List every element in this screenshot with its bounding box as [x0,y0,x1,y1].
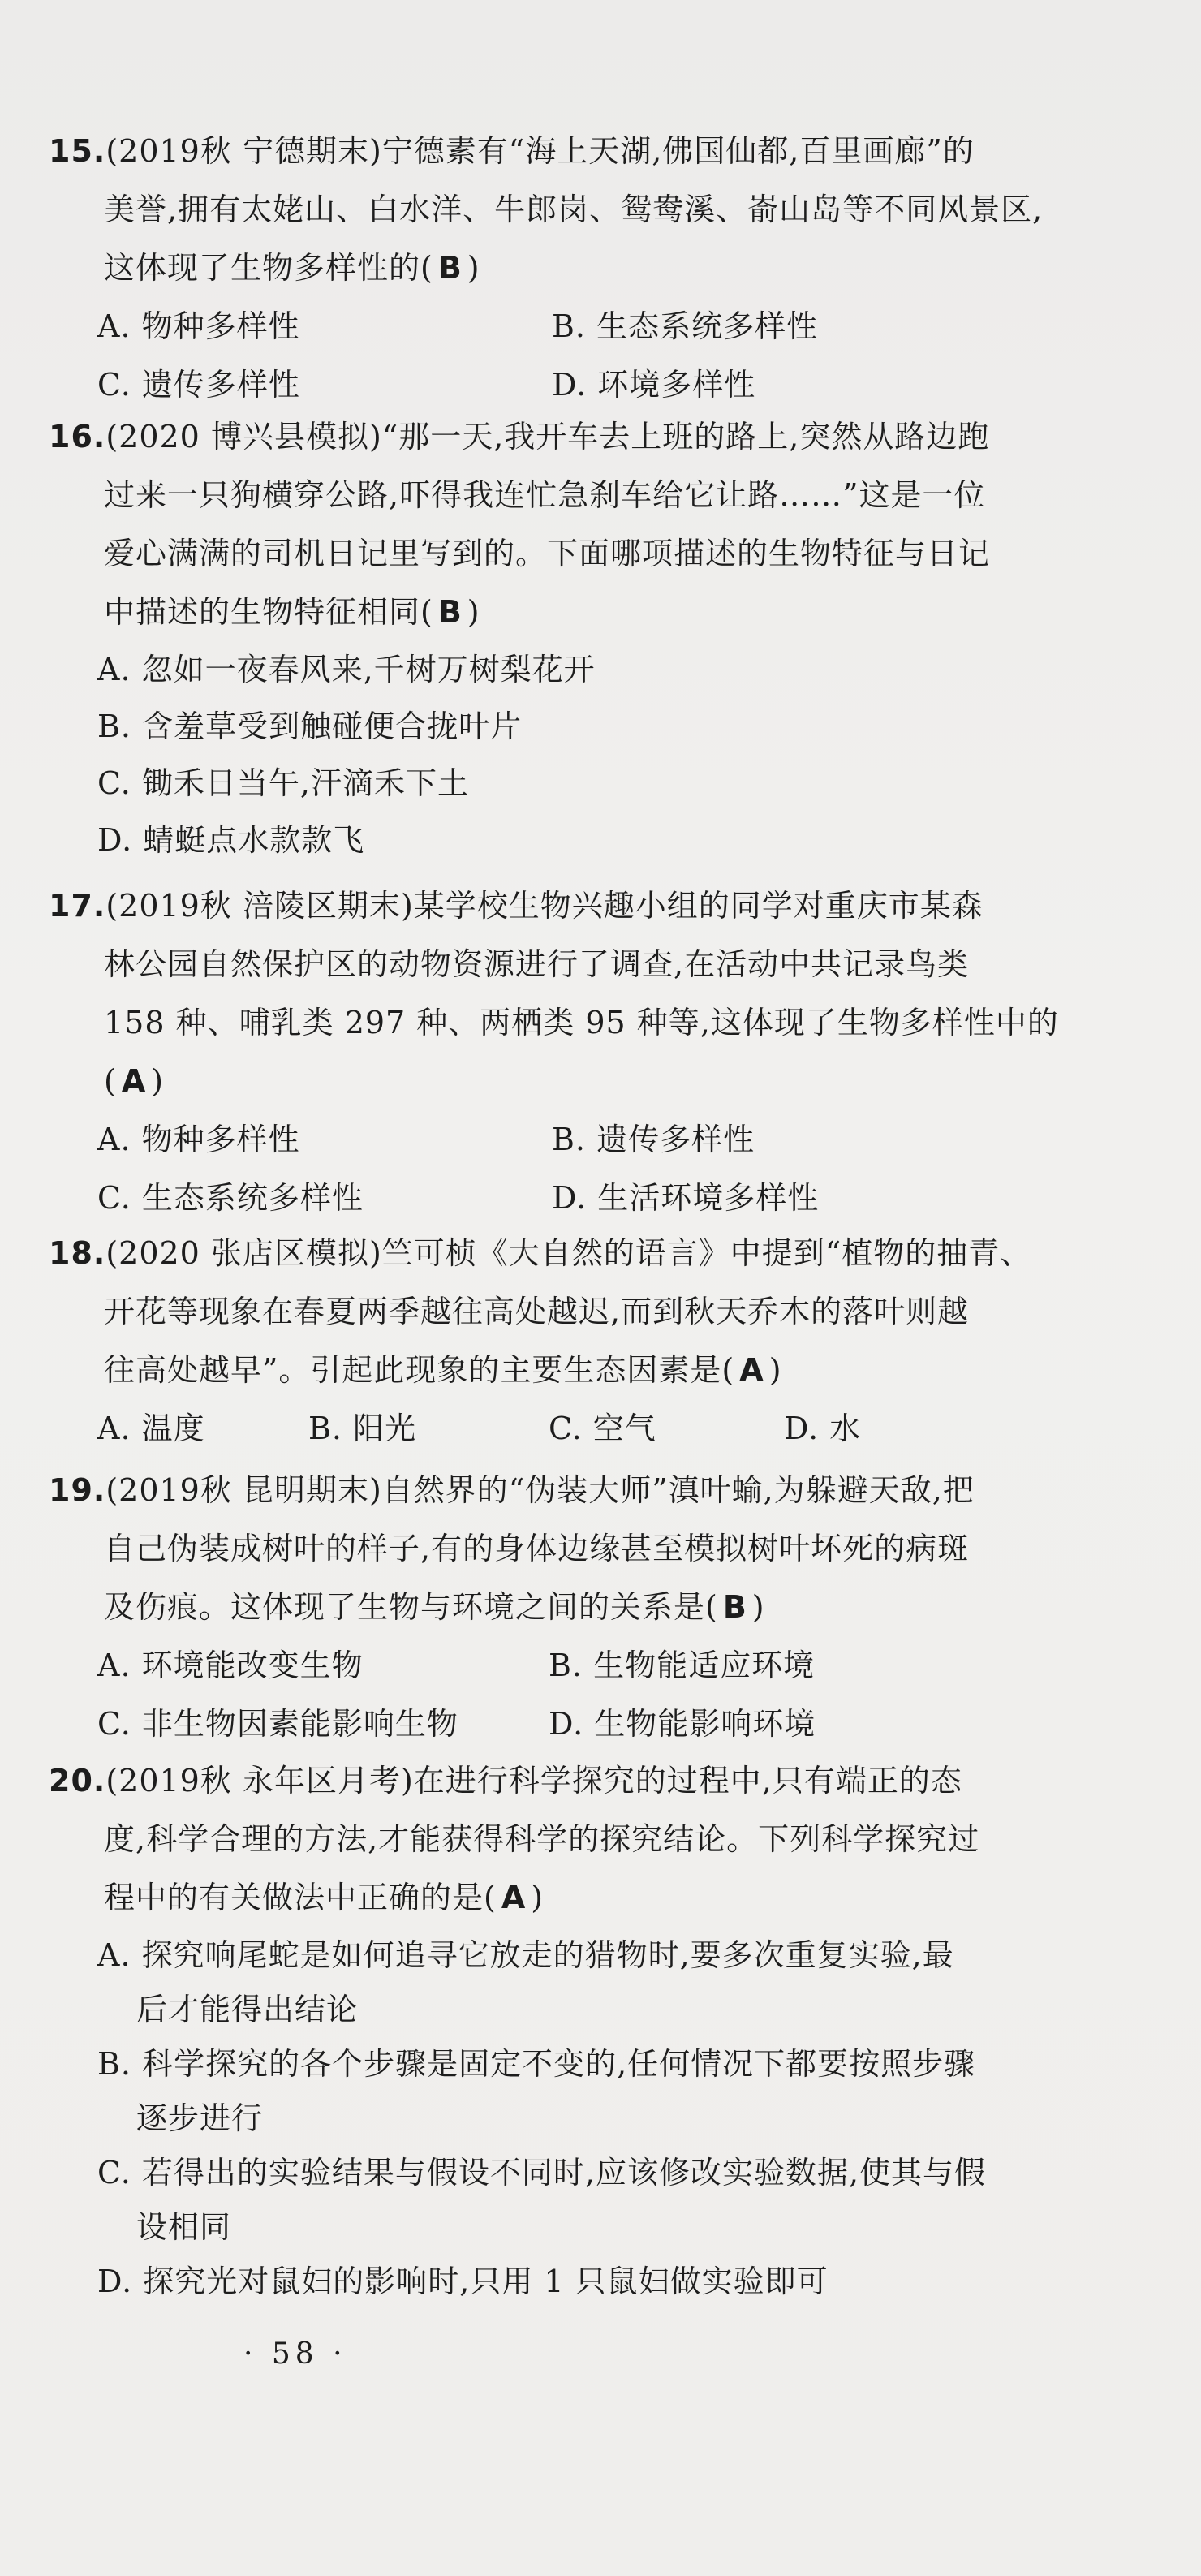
answer-mark: B [722,1589,747,1625]
question-text: (2020 张店区模拟)竺可桢《大自然的语言》中提到“植物的抽青、 [105,1235,1032,1271]
answer-mark: A [739,1352,764,1388]
answer-close: ) [151,1063,165,1099]
question-text: 开花等现象在春夏两季越往高处越迟,而到秋天乔木的落叶则越 [104,1294,970,1329]
answer-close: ) [467,250,480,286]
option-c: C. 若得出的实验结果与假设不同时,应该修改实验数据,使其与假 [97,2155,987,2190]
option-d: D. 水 [784,1411,862,1446]
answer-mark: A [501,1880,527,1915]
option-d: D. 探究光对鼠妇的影响时,只用 1 只鼠妇做实验即可 [97,2264,829,2299]
answer-close: ) [751,1589,765,1625]
question-text: (2019秋 昆明期末)自然界的“伪装大师”滇叶蝓,为躲避天敌,把 [105,1472,975,1508]
answer-close: ) [531,1880,545,1915]
question-text: (2019秋 宁德期末)宁德素有“海上天湖,佛国仙都,百里画廊”的 [105,133,975,169]
option-c: C. 锄禾日当午,汗滴禾下土 [97,765,469,801]
question-16 [49,407,1071,868]
option-a: A. 物种多样性 [97,1122,300,1157]
question-text: 这体现了生物多样性的( [104,250,433,286]
question-text: ( [104,1063,117,1099]
option-c: C. 空气 [549,1411,656,1446]
question-15 [49,122,1071,414]
page-number: · 58 · [243,2337,347,2371]
question-text: 爱心满满的司机日记里写到的。下面哪项描述的生物特征与日记 [104,536,991,571]
answer-close: ) [768,1352,782,1388]
question-text: 往高处越早”。引起此现象的主要生态因素是( [104,1352,735,1388]
question-text: 程中的有关做法中正确的是( [104,1880,497,1915]
question-17 [49,877,1071,1227]
question-19 [49,1461,1071,1753]
option-c-continued: 设相同 [136,2209,232,2245]
question-number: 20. [49,1763,106,1798]
question-text: 过来一只狗横穿公路,吓得我连忙急刹车给它让路……”这是一位 [104,477,986,513]
question-number: 19. [49,1472,106,1508]
option-c: C. 生态系统多样性 [97,1180,364,1216]
question-text: (2019秋 永年区月考)在进行科学探究的过程中,只有端正的态 [105,1763,962,1798]
question-18 [49,1224,1071,1458]
question-text: 中描述的生物特征相同( [104,594,433,630]
option-b: B. 生态系统多样性 [552,308,819,344]
option-a-continued: 后才能得出结论 [136,1992,359,2027]
option-b: B. 科学探究的各个步骤是固定不变的,任何情况下都要按照步骤 [97,2046,976,2082]
question-text: 158 种、哺乳类 297 种、两栖类 95 种等,这体现了生物多样性中的 [104,1005,1059,1040]
question-number: 16. [49,419,106,454]
option-b: B. 含羞草受到触碰便合拢叶片 [97,709,523,744]
option-a: A. 忽如一夜春风来,千树万树梨花开 [97,652,596,687]
option-d: D. 生物能影响环境 [549,1706,816,1742]
question-text: (2019秋 涪陵区期末)某学校生物兴趣小组的同学对重庆市某森 [105,888,984,924]
question-number: 17. [49,888,106,924]
question-text: 度,科学合理的方法,才能获得科学的探究结论。下列科学探究过 [104,1821,980,1857]
question-text: 自己伪装成树叶的样子,有的身体边缘甚至模拟树叶坏死的病斑 [104,1531,970,1566]
option-d: D. 生活环境多样性 [552,1180,820,1216]
option-c: C. 非生物因素能影响生物 [97,1706,458,1742]
question-text: (2020 博兴县模拟)“那一天,我开车去上班的路上,突然从路边跑 [105,419,990,454]
option-b: B. 遗传多样性 [552,1122,755,1157]
question-20 [49,1751,1071,2310]
option-b: B. 生物能适应环境 [549,1648,816,1683]
answer-mark: A [121,1063,147,1099]
answer-mark: B [437,250,463,286]
answer-mark: B [437,594,463,630]
option-d: D. 环境多样性 [552,367,756,403]
question-text: 美誉,拥有太姥山、白水洋、牛郎岗、鸳鸯溪、嵛山岛等不同风景区, [104,192,1044,227]
option-a: A. 探究响尾蛇是如何追寻它放走的猎物时,要多次重复实验,最 [97,1937,954,1973]
option-c: C. 遗传多样性 [97,367,300,403]
question-number: 18. [49,1235,106,1271]
answer-close: ) [467,594,480,630]
option-b-continued: 逐步进行 [136,2100,264,2136]
question-text: 及伤痕。这体现了生物与环境之间的关系是( [104,1589,718,1625]
question-number: 15. [49,133,106,169]
option-d: D. 蜻蜓点水款款飞 [97,822,365,858]
question-text: 林公园自然保护区的动物资源进行了调查,在活动中共记录鸟类 [104,946,970,982]
option-b: B. 阳光 [308,1411,417,1446]
option-a: A. 温度 [97,1411,205,1446]
option-a: A. 物种多样性 [97,308,300,344]
option-a: A. 环境能改变生物 [97,1648,364,1683]
